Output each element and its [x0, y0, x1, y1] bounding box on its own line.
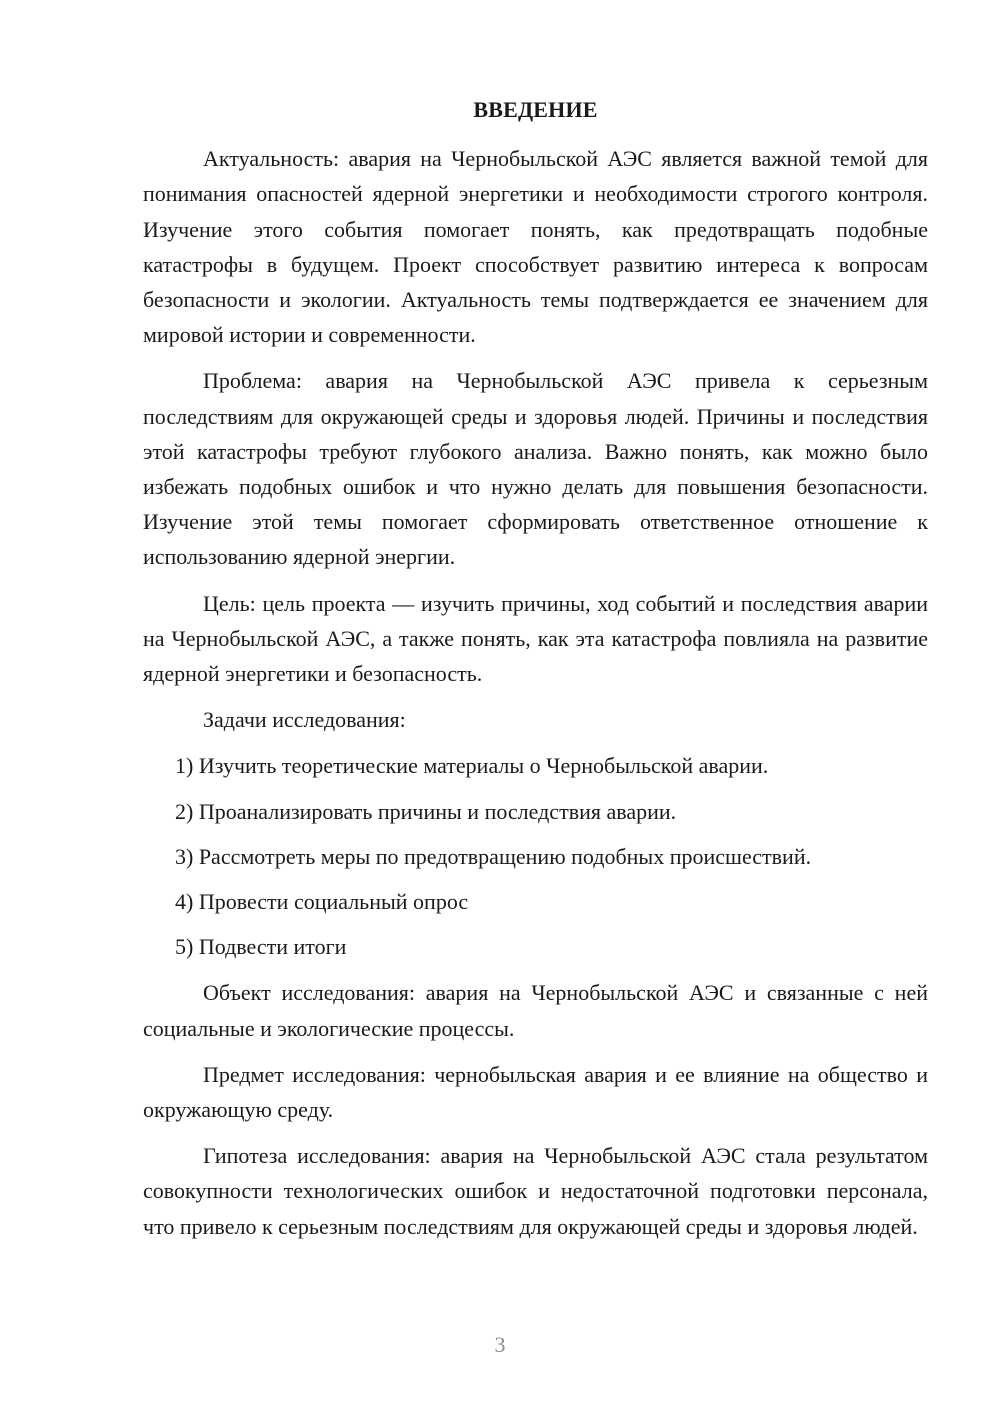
paragraph-subject: Предмет исследования: чернобыльская авария и ее влияние на общество и окружающую среду.: [143, 1061, 928, 1123]
tasks-heading: Задачи исследования:: [203, 707, 406, 733]
list-item: 5) Подвести итоги: [175, 934, 347, 960]
list-item: 3) Рассмотреть меры по предотвращению подобных происшествий.: [175, 843, 812, 869]
paragraph-problem: Проблема: авария на Чернобыльской АЭС привела к серьезным последствиям для окружающей среды и здоровья людей. Причины и последствия этой катастрофы требуют глубокого анализа. Важно понять, как можно было избежать подобных ошибок и что нужно делать для повышения безопасности. Изучение этой темы помогает сформировать ответственное отношение к использованию ядерной энергии.: [143, 368, 928, 570]
page-number: 3: [494, 1332, 506, 1357]
page-title: ВВЕДЕНИЕ: [473, 97, 598, 122]
paragraph-hypothesis: Гипотеза исследования: авария на Чернобыльской АЭС стала результатом совокупности технологических ошибок и недостаточной подготовки персонала, что привело к серьезным последствиям для окружающей среды и здоровья людей.: [143, 1143, 928, 1239]
list-item: 2) Проанализировать причины и последствия аварии.: [175, 798, 677, 824]
paragraph-object: Объект исследования: авария на Чернобыльской АЭС и связанные с ней социальные и экологические процессы.: [143, 980, 928, 1041]
list-item: 1) Изучить теоретические материалы о Чернобыльской аварии.: [175, 753, 769, 779]
list-item: 4) Провести социальный опрос: [175, 889, 469, 915]
tasks-list: [143, 748, 928, 964]
paragraph-goal: Цель: цель проекта — изучить причины, ход событий и последствия аварии на Чернобыльской АЭС, а также понять, как эта катастрофа повлияла на развитие ядерной энергетики и безопасность.: [143, 590, 928, 687]
paragraph-relevance: Актуальность: авария на Чернобыльской АЭС является важной темой для понимания опасностей ядерной энергетики и необходимости строгого контроля. Изучение этого события помогает понять, как предотвращать подобные катастрофы в будущем. Проект способствует развитию интереса к вопросам безопасности и экологии. Актуальность темы подтверждается ее значением для мировой истории и современности.: [143, 146, 928, 348]
document-page: [143, 92, 928, 1255]
